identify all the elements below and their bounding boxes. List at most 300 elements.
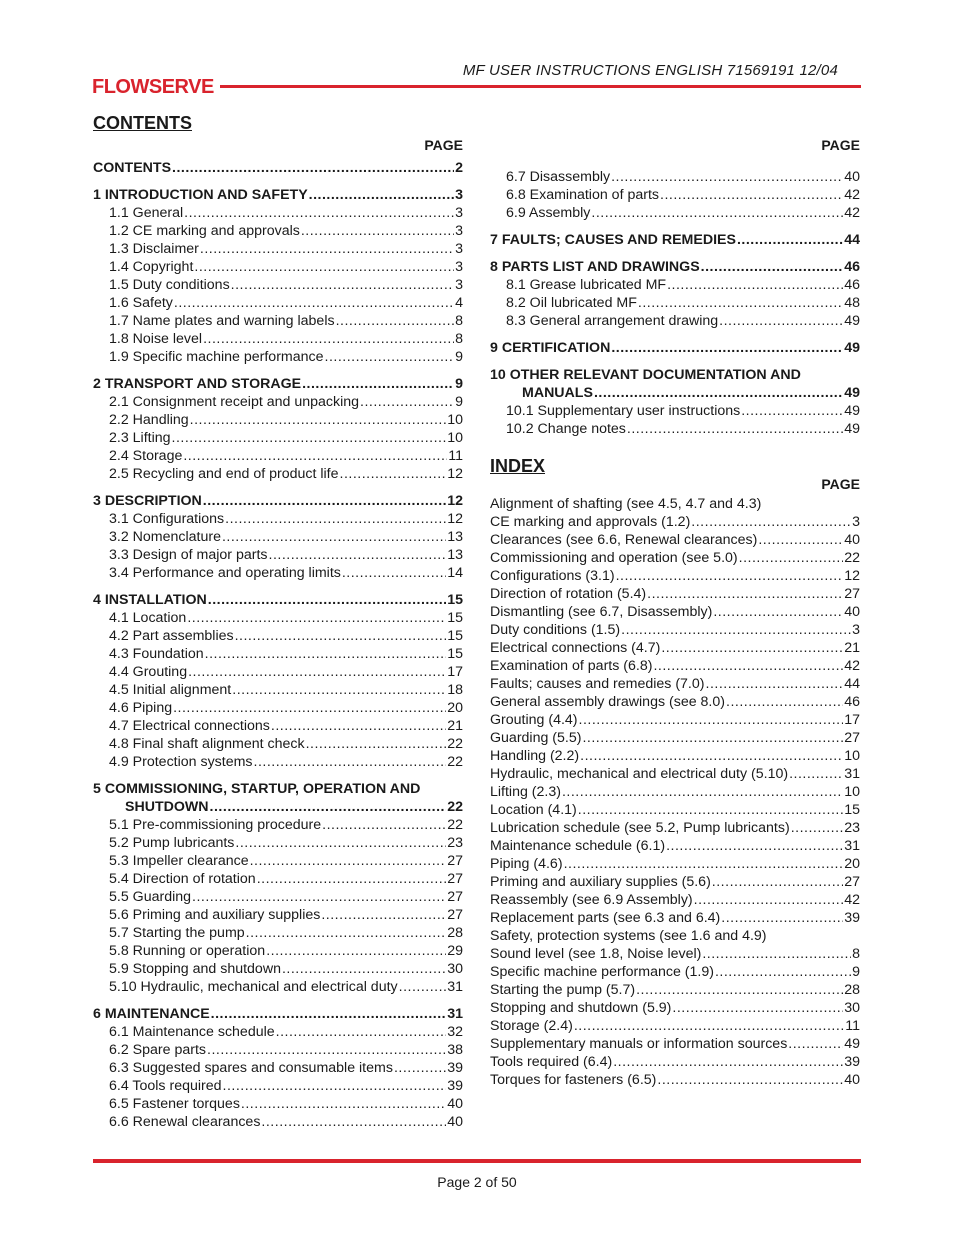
toc-entry-label: 1 INTRODUCTION AND SAFETY [93,187,308,203]
toc-entry-label: Lubrication schedule (see 5.2, Pump lubricants) [490,820,790,836]
toc-entry-label: 5.1 Pre-commissioning procedure [109,817,322,833]
toc-entry-page: 27 [447,853,463,869]
dot-leader [721,909,843,927]
toc-entry [490,294,860,312]
dot-leader [222,528,446,546]
section-gap [93,366,463,375]
toc-entry-page: 49 [844,385,860,401]
toc-entry-label: 6.9 Assembly [506,205,591,221]
dot-leader [342,564,446,582]
toc-entry [93,645,463,663]
toc-entry-label: 4.3 Foundation [109,646,204,662]
section-gap [490,222,860,231]
toc-entry-page: 22 [447,799,463,815]
toc-entry [490,963,860,981]
toc-entry-page: 22 [447,754,463,770]
toc-entry-page: 15 [447,646,463,662]
toc-entry-page: 3 [455,241,463,257]
toc-entry-label: 3.3 Design of major parts [109,547,268,563]
index-entry: Alignment of shafting (see 4.5, 4.7 and 4.3) [490,496,762,512]
toc-entry-label: 4.1 Location [109,610,187,626]
dot-leader [694,891,844,909]
toc-entry-page: 10 [447,412,463,428]
toc-entry-label: 4.2 Part assemblies [109,628,234,644]
toc-entry-page: 22 [447,817,463,833]
toc-entry-page: 12 [447,493,463,509]
section-gap [490,330,860,339]
toc-entry [93,870,463,888]
toc-entry [93,393,463,411]
toc-entry-page: 30 [447,961,463,977]
dot-leader [190,411,447,429]
toc-entry-label: 4.7 Electrical connections [109,718,270,734]
dot-leader [173,699,446,717]
dot-leader [715,963,851,981]
toc-entry-label: 5.7 Starting the pump [109,925,245,941]
toc-entry [490,621,860,639]
toc-entry-page: 12 [844,568,860,584]
toc-entry-page: 10 [447,430,463,446]
dot-leader [322,816,446,834]
toc-entry [93,717,463,735]
toc-entry-page: 39 [844,1054,860,1070]
toc-entry [490,603,860,621]
dot-leader [302,375,454,393]
toc-entry-label: 2.2 Handling [109,412,189,428]
dot-leader [791,819,844,837]
dot-leader [172,159,454,177]
toc-entry-label: 1.2 CE marking and approvals [109,223,300,239]
toc-entry-page: 9 [455,394,463,410]
dot-leader [611,339,843,357]
toc-entry-label: Examination of parts (6.8) [490,658,653,674]
toc-entry-label: 1.9 Specific machine performance [109,349,324,365]
dot-leader [269,546,447,564]
dot-leader [582,729,843,747]
dot-leader [789,765,843,783]
toc-entry-label: 6.3 Suggested spares and consumable items [109,1060,393,1076]
toc-entry [93,159,463,177]
toc-entry [93,330,463,348]
toc-entry-page: 40 [844,532,860,548]
toc-entry-label: 3.2 Nomenclature [109,529,221,545]
dot-leader [611,168,843,186]
dot-leader [241,1095,446,1113]
toc-entry-page: 40 [447,1096,463,1112]
toc-entry-page: 20 [844,856,860,872]
toc-entry [93,411,463,429]
toc-entry-page: 44 [844,676,860,692]
toc-entry [93,1095,463,1113]
dot-leader [203,330,454,348]
toc-entry-label: Storage (2.4) [490,1018,573,1034]
toc-entry-label: 2.5 Recycling and end of product life [109,466,339,482]
toc-entry-label: 10.1 Supplementary user instructions [506,403,741,419]
toc-entry-page: 27 [844,874,860,890]
toc-entry [93,960,463,978]
dot-leader [726,693,843,711]
toc-entry-label: 5.6 Priming and auxiliary supplies [109,907,321,923]
toc-entry [490,657,860,675]
toc-entry-page: 15 [447,610,463,626]
dot-leader [257,870,447,888]
toc-entry-page: 27 [447,871,463,887]
dot-leader [208,591,446,609]
toc-entry-label: 9 CERTIFICATION [490,340,611,356]
toc-entry-label: Stopping and shutdown (5.9) [490,1000,672,1016]
toc-entry-label: 4.4 Grouting [109,664,188,680]
toc-entry-label: 6.7 Disassembly [506,169,611,185]
toc-entry [93,276,463,294]
toc-entry-label: Specific machine performance (1.9) [490,964,714,980]
toc-entry [93,816,463,834]
toc-entry [93,1077,463,1095]
toc-entry-page: 12 [447,466,463,482]
toc-entry [490,819,860,837]
toc-entry-page: 49 [844,421,860,437]
toc-entry [93,852,463,870]
toc-entry [490,945,860,963]
toc-entry [490,258,860,276]
dot-leader [574,1017,844,1035]
toc-entry-page: 48 [844,295,860,311]
toc-entry-label: 5.10 Hydraulic, mechanical and electrical duty [109,979,398,995]
toc-entry [93,1113,463,1131]
toc-entry [93,510,463,528]
toc-entry [490,855,860,873]
dot-leader [276,1023,447,1041]
toc-entry [93,492,463,510]
toc-entry-label: Electrical connections (4.7) [490,640,661,656]
toc-entry-page: 38 [447,1042,463,1058]
toc-entry-label: Sound level (see 1.8, Noise level) [490,946,702,962]
toc-entry-label: Priming and auxiliary supplies (5.6) [490,874,711,890]
toc-entry-page: 49 [844,403,860,419]
toc-entry-label: Configurations (3.1) [490,568,615,584]
toc-entry-label: 1.8 Noise level [109,331,203,347]
index-entry: Safety, protection systems (see 1.6 and 4.9) [490,928,767,944]
toc-entry-label: 6.5 Fastener torques [109,1096,240,1112]
toc-entry-label: Dismantling (see 6.7, Disassembly) [490,604,713,620]
toc-entry-page: 40 [447,1114,463,1130]
toc-entry [93,681,463,699]
toc-entry [490,801,860,819]
toc-entry-page: 31 [844,838,860,854]
toc-entry-page: 14 [447,565,463,581]
toc-entry [93,375,463,393]
toc-entry [93,258,463,276]
toc-entry [490,567,860,585]
toc-entry [490,339,860,357]
footer-rule [93,1159,861,1163]
toc-entry-label: 6.4 Tools required [109,1078,222,1094]
section-gap [93,996,463,1005]
toc-entry-page: 17 [447,664,463,680]
toc-entry [490,765,860,783]
toc-entry-label: Lifting (2.3) [490,784,561,800]
toc-entry [490,402,860,420]
header-rule [220,85,861,88]
dot-leader [194,258,454,276]
toc-entry-page: 11 [845,1018,860,1034]
section-gap [490,357,860,366]
toc-entry [93,1005,463,1023]
dot-leader [235,834,446,852]
toc-entry-page: 17 [844,712,860,728]
toc-entry [490,1053,860,1071]
toc-entry-page: 9 [455,349,463,365]
toc-entry-label: 10.2 Change notes [506,421,626,437]
toc-entry-page: 28 [447,925,463,941]
dot-leader [564,855,844,873]
toc-entry [490,276,860,294]
toc-entry-page: 18 [447,682,463,698]
dot-leader [282,960,446,978]
toc-entry [93,888,463,906]
toc-entry-label: CE marking and approvals (1.2) [490,514,691,530]
toc-entry-label: Starting the pump (5.7) [490,982,636,998]
dot-leader [691,513,851,531]
dot-leader [594,384,843,402]
dot-leader [231,276,454,294]
toc-entry [93,924,463,942]
dot-leader [340,465,447,483]
section-gap [93,582,463,591]
toc-entry [93,942,463,960]
toc-entry-page: 10 [844,784,860,800]
toc-entry-label: 6.6 Renewal clearances [109,1114,261,1130]
toc-entry-label: 5.2 Pump lubricants [109,835,235,851]
toc-entry-page: 8 [455,331,463,347]
toc-entry [490,783,860,801]
toc-entry [490,909,860,927]
toc-entry-label: 3.4 Performance and operating limits [109,565,341,581]
toc-entry-label: CONTENTS [93,160,172,176]
toc-entry [490,1035,860,1053]
dot-leader [192,888,446,906]
dot-leader [666,837,843,855]
dot-leader [174,294,454,312]
toc-list-left [93,159,463,1131]
dot-leader [261,1113,446,1131]
dot-leader [706,675,844,693]
toc-entry [93,1059,463,1077]
dot-leader [250,852,447,870]
toc-entry [490,675,860,693]
toc-entry [93,906,463,924]
toc-entry-label: Commissioning and operation (see 5.0) [490,550,738,566]
toc-entry-label: Hydraulic, mechanical and electrical duty (5.10) [490,766,789,782]
toc-entry-page: 21 [447,718,463,734]
toc-entry-page: 23 [447,835,463,851]
toc-entry-page: 30 [844,1000,860,1016]
toc-entry [93,447,463,465]
dot-leader [636,981,843,999]
dot-leader [394,1059,446,1077]
index-list [490,495,860,1089]
toc-entry-page: 9 [455,376,463,392]
toc-entry [93,1023,463,1041]
contents-column-right [490,112,860,1089]
toc-entry-label: 2 TRANSPORT AND STORAGE [93,376,302,392]
dot-leader [321,906,446,924]
toc-entry-label: Guarding (5.5) [490,730,582,746]
toc-entry-label: Maintenance schedule (6.1) [490,838,666,854]
toc-entry-page: 23 [844,820,860,836]
toc-entry [490,1017,860,1035]
toc-entry-page: 29 [447,943,463,959]
toc-entry-page: 13 [447,529,463,545]
toc-entry-label: 6.2 Spare parts [109,1042,207,1058]
section-gap [93,771,463,780]
dot-leader [562,783,843,801]
dot-leader [591,204,843,222]
dot-leader [271,717,446,735]
dot-leader [667,276,843,294]
section-gap [93,483,463,492]
toc-entry-page: 9 [852,964,860,980]
dot-leader [301,222,454,240]
toc-entry-page: 49 [844,1036,860,1052]
toc-entry-label: 2.4 Storage [109,448,183,464]
toc-entry [490,231,860,249]
toc-entry [93,294,463,312]
dot-leader [309,186,454,204]
toc-entry-label: SHUTDOWN [125,799,209,815]
toc-entry [490,639,860,657]
toc-entry-label: 1.1 General [109,205,184,221]
toc-entry-label: 5.4 Direction of rotation [109,871,256,887]
dot-leader [325,348,455,366]
toc-entry-label: 4.6 Piping [109,700,173,716]
toc-entry [490,531,860,549]
toc-entry-page: 49 [844,340,860,356]
toc-entry-heading: 5 COMMISSIONING, STARTUP, OPERATION AND [93,781,421,797]
page-number: Page 2 of 50 [437,1174,517,1190]
page-column-label: PAGE [424,137,463,153]
dot-leader [758,531,843,549]
dot-leader [399,978,447,996]
toc-entry [490,693,860,711]
toc-entry-page: 42 [844,892,860,908]
toc-entry-label: 2.1 Consignment receipt and unpacking [109,394,360,410]
toc-entry-page: 12 [447,511,463,527]
dot-leader [183,447,447,465]
toc-entry [490,513,860,531]
toc-entry-page: 21 [844,640,860,656]
contents-heading: CONTENTS [93,113,192,133]
toc-entry [93,663,463,681]
dot-leader [200,240,454,258]
toc-entry-page: 15 [447,592,463,608]
toc-entry [93,834,463,852]
dot-leader [306,735,447,753]
dot-leader [638,294,843,312]
toc-entry [93,465,463,483]
toc-entry [490,1071,860,1089]
contents-column-left [93,112,463,1131]
toc-entry [490,891,860,909]
toc-entry [93,627,463,645]
toc-entry-page: 31 [844,766,860,782]
dot-leader [266,942,446,960]
toc-entry-label: 2.3 Lifting [109,430,171,446]
toc-entry-label: 1.7 Name plates and warning labels [109,313,335,329]
dot-leader [613,1053,843,1071]
dot-leader [672,999,843,1017]
toc-entry [93,240,463,258]
dot-leader [211,1005,447,1023]
toc-entry-label: 8.2 Oil lubricated MF [506,295,637,311]
toc-entry [490,549,860,567]
dot-leader [739,549,844,567]
toc-entry-label: Replacement parts (see 6.3 and 6.4) [490,910,721,926]
toc-entry-page: 49 [844,313,860,329]
toc-entry-page: 42 [844,658,860,674]
index-page-label: PAGE [821,476,860,492]
toc-entry-page: 40 [844,1072,860,1088]
toc-entry [490,999,860,1017]
toc-entry-label: MANUALS [522,385,593,401]
toc-entry-page: 3 [455,259,463,275]
toc-entry-label: Clearances (see 6.6, Renewal clearances) [490,532,758,548]
toc-entry-page: 11 [448,448,463,464]
toc-entry-label: 1.6 Safety [109,295,173,311]
toc-entry-label: Tools required (6.4) [490,1054,613,1070]
toc-entry-page: 3 [455,277,463,293]
toc-entry-page: 10 [844,748,860,764]
toc-entry-page: 40 [844,169,860,185]
toc-entry-page: 39 [447,1060,463,1076]
toc-entry-page: 46 [844,694,860,710]
toc-entry-page: 15 [844,802,860,818]
toc-entry-label: 5.8 Running or operation [109,943,266,959]
toc-list-right [490,168,860,438]
dot-leader [712,873,843,891]
dot-leader [360,393,454,411]
toc-entry [93,222,463,240]
toc-entry-label: 4 INSTALLATION [93,592,207,608]
toc-entry-label: Duty conditions (1.5) [490,622,621,638]
toc-entry-label: 3 DESCRIPTION [93,493,202,509]
dot-leader [246,924,447,942]
dot-leader [235,627,447,645]
toc-entry-page: 13 [447,547,463,563]
toc-entry-label: 5.5 Guarding [109,889,192,905]
toc-entry-page: 20 [447,700,463,716]
dot-leader [172,429,447,447]
toc-entry-page: 2 [455,160,463,176]
toc-entry-page: 3 [455,187,463,203]
toc-entry-page: 3 [852,514,860,530]
toc-entry-label: 4.5 Initial alignment [109,682,232,698]
toc-entry-page: 4 [455,295,463,311]
toc-entry-label: 5.3 Impeller clearance [109,853,249,869]
dot-leader [657,1071,843,1089]
dot-leader [336,312,455,330]
toc-entry-page: 42 [844,205,860,221]
dot-leader [647,585,843,603]
toc-entry [93,978,463,996]
dot-leader [788,1035,843,1053]
toc-entry-page: 39 [844,910,860,926]
toc-entry [93,798,463,816]
toc-entry-page: 46 [844,259,860,275]
toc-entry-label: 1.3 Disclaimer [109,241,199,257]
dot-leader [188,663,446,681]
dot-leader [254,753,447,771]
dot-leader [205,645,447,663]
